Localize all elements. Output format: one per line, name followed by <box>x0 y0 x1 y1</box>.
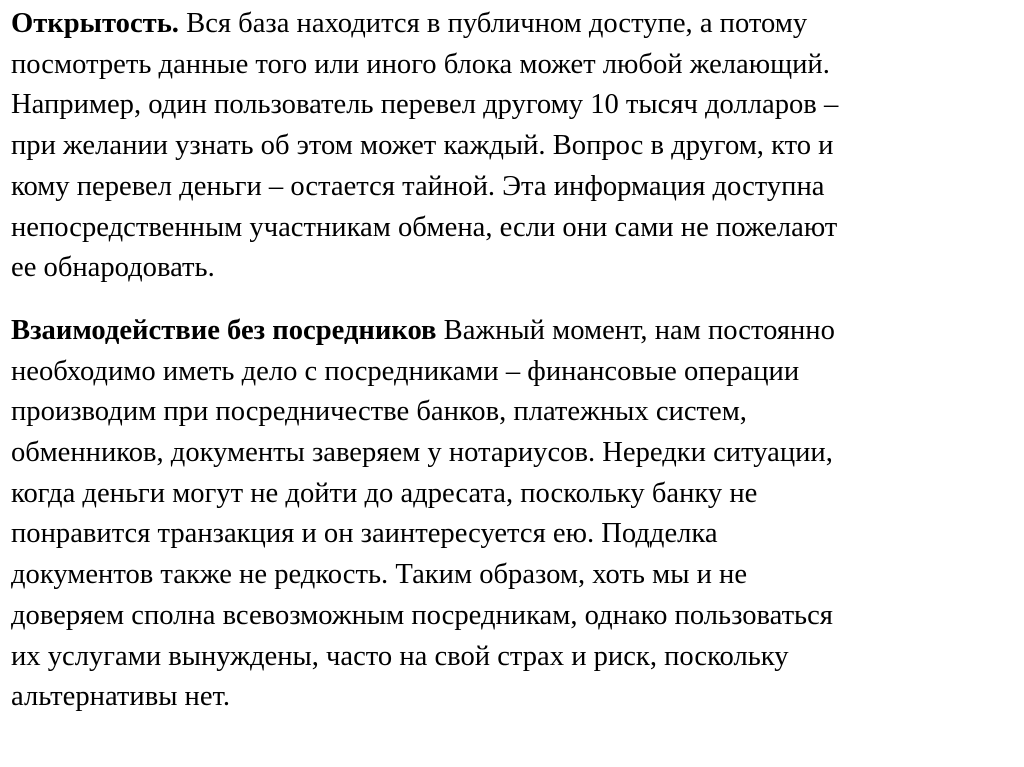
text-line <box>11 4 1012 45</box>
text-line <box>11 311 1012 352</box>
text-line: непосредственным участникам обмена, если они сами не пожелают <box>11 211 838 243</box>
text-line: необходимо иметь дело с посредниками – финансовые операции <box>11 355 800 387</box>
text-line-segment: Вся база находится в публичном доступе, а потому <box>178 8 808 39</box>
paragraph-lead-no-intermediaries: Взаимодействие без посредников <box>11 314 437 346</box>
text-line: когда деньги могут не дойти до адресата, поскольку банку не <box>11 477 758 509</box>
text-line: понравится транзакция и он заинтересуется ею. Подделка <box>11 518 718 550</box>
text-line: их услугами вынуждены, часто на свой страх и риск, поскольку <box>11 640 789 672</box>
text-line: документов также не редкость. Таким образом, хоть мы и не <box>11 559 748 591</box>
text-line: посмотреть данные того или иного блока может любой желающий. <box>11 48 830 80</box>
paragraph-lead-openness: Открытость. <box>11 8 179 39</box>
paragraph-no-intermediaries <box>11 311 1012 718</box>
paragraph-openness <box>11 4 1012 289</box>
text-line: доверяем сполна всевозможным посредникам, однако пользоваться <box>11 599 833 631</box>
text-line: обменников, документы заверяем у нотариусов. Нередки ситуации, <box>11 437 833 469</box>
text-line: ее обнародовать. <box>11 252 215 284</box>
text-line: Например, один пользователь перевел другому 10 тысяч долларов – <box>11 89 839 121</box>
text-line: альтернативы нет. <box>11 681 231 713</box>
text-line-segment: Важный момент, нам постоянно <box>436 314 835 346</box>
text-line: при желании узнать об этом может каждый. Вопрос в другом, кто и <box>11 130 834 162</box>
text-line: производим при посредничестве банков, платежных систем, <box>11 396 747 428</box>
text-line: кому перевел деньги – остается тайной. Эта информация доступна <box>11 170 825 202</box>
